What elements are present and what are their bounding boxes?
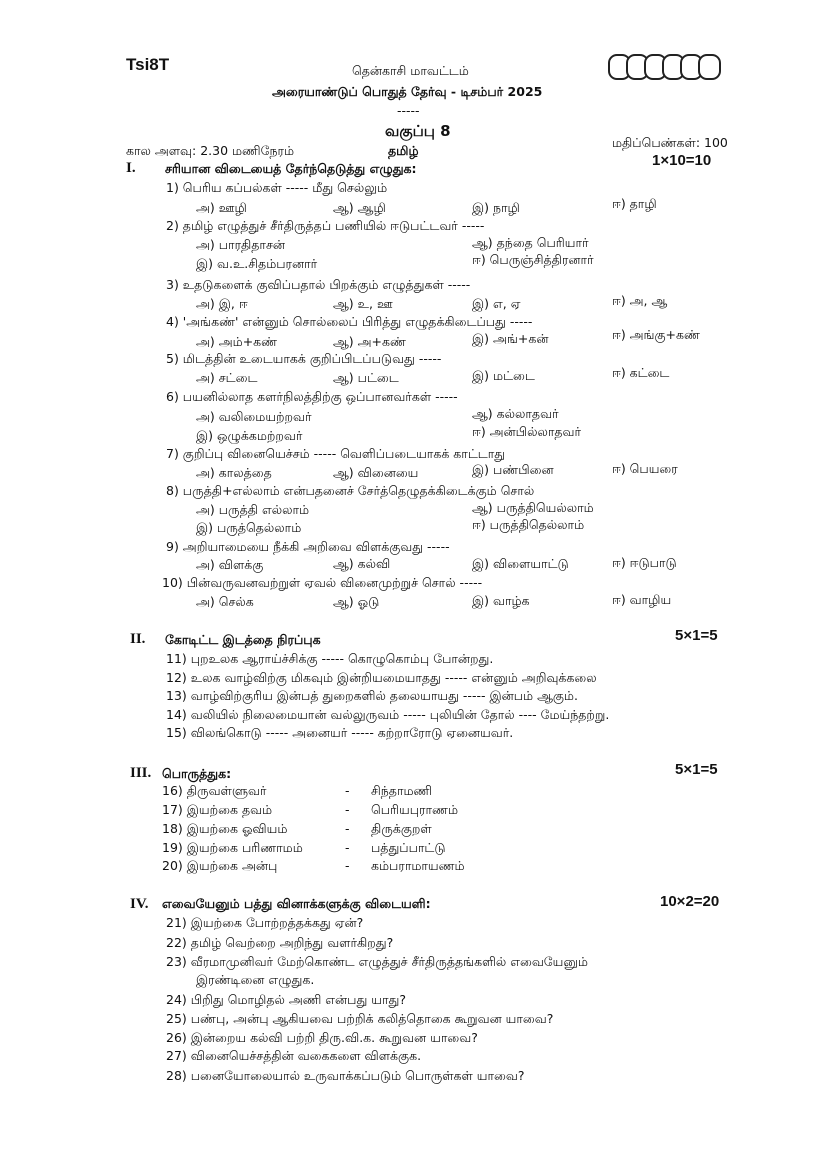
short-question: 26) இன்றைய கல்வி பற்றி திரு.வி.க. கூறுவன யாவை? bbox=[166, 1030, 478, 1045]
section-title: எவையேனும் பத்து வினாக்களுக்கு விடையளி: bbox=[162, 896, 431, 911]
section-title: சரியான விடையைத் தேர்ந்தெடுத்து எழுதுக: bbox=[165, 161, 417, 176]
question-text: 6) பயனில்லாத களர்நிலத்திற்கு ஒப்பானவர்கள் ----- bbox=[166, 389, 458, 404]
option-d: ஈ) பெருஞ்சித்திரனார் bbox=[472, 252, 594, 267]
question-text: 7) குறிப்பு வினையெச்சம் ----- வெளிப்படையாகக் காட்டாது bbox=[166, 446, 506, 461]
option-c: இ) அங்+கன் bbox=[472, 331, 549, 346]
match-right: பெரியபுராணம் bbox=[371, 802, 458, 817]
option-b: ஆ) வினையை bbox=[333, 465, 419, 480]
option-a: அ) பாரதிதாசன் bbox=[196, 237, 285, 252]
short-question-continued: இரண்டினை எழுதுக. bbox=[196, 972, 315, 987]
option-b: ஆ) கல்லாதவர் bbox=[472, 406, 559, 421]
option-a: அ) வலிமையற்றவர் bbox=[196, 409, 312, 424]
subject-title: தமிழ் bbox=[388, 143, 419, 158]
option-d: ஈ) பெயரை bbox=[612, 461, 678, 476]
option-a: அ) இ, ஈ bbox=[196, 296, 248, 311]
option-b: ஆ) தந்தை பெரியார் bbox=[472, 235, 589, 250]
option-a: அ) அம்+கண் bbox=[196, 334, 278, 349]
question-text: 9) அறியாமையை நீக்கி அறிவை விளக்குவது ----- bbox=[166, 539, 450, 554]
option-b: ஆ) பட்டை bbox=[333, 370, 399, 385]
option-d: ஈ) கட்டை bbox=[612, 365, 670, 380]
option-c: இ) பருத்தெல்லாம் bbox=[196, 520, 302, 535]
exam-title: அரையாண்டுப் பொதுத் தேர்வு - டிசம்பர் 2025 bbox=[272, 84, 543, 99]
option-d: ஈ) வாழிய bbox=[612, 592, 672, 607]
option-b: ஆ) ஆழி bbox=[333, 200, 386, 215]
question-text: 5) மிடத்தின் உடையாகக் குறிப்பிடப்படுவது ----- bbox=[166, 351, 442, 366]
option-b: ஆ) பருத்தியெல்லாம் bbox=[472, 500, 594, 515]
question-text: 8) பருத்தி+எல்லாம் என்பதனைச் சேர்த்தெழுதக்கிடைக்கும் சொல் bbox=[166, 483, 535, 498]
short-question: 27) வினையெச்சத்தின் வகைகளை விளக்குக. bbox=[166, 1048, 422, 1063]
fill-blank-question: 15) விலங்கொடு ----- அனையர் ----- கற்றாரோடு ஏனையவர். bbox=[166, 725, 514, 740]
match-left: 19) இயற்கை பரிணாமம் bbox=[162, 840, 303, 855]
short-question: 25) பண்பு, அன்பு ஆகியவை பற்றிக் கலித்தொகை கூறுவன யாவை? bbox=[166, 1011, 554, 1026]
section-marks: 1×10=10 bbox=[652, 152, 712, 169]
fill-blank-question: 13) வாழ்விற்குரிய இன்பத் துறைகளில் தலையாயது ----- இன்பம் ஆகும். bbox=[166, 688, 578, 703]
option-a: அ) பருத்தி எல்லாம் bbox=[196, 502, 310, 517]
section-marks: 5×1=5 bbox=[675, 627, 718, 644]
match-right: திருக்குறள் bbox=[371, 821, 432, 836]
match-right: சிந்தாமணி bbox=[371, 783, 433, 798]
register-box[interactable] bbox=[698, 54, 721, 80]
paper-code: Tsi8T bbox=[126, 55, 170, 74]
match-right: பத்துப்பாட்டு bbox=[371, 840, 446, 855]
match-dash: - bbox=[345, 783, 350, 798]
option-c: இ) வ.உ.சிதம்பரனார் bbox=[196, 256, 318, 271]
option-a: அ) விளக்கு bbox=[196, 557, 264, 572]
option-c: இ) பண்பினை bbox=[472, 462, 554, 477]
match-dash: - bbox=[345, 821, 350, 836]
option-c: இ) வாழ்க bbox=[472, 593, 530, 608]
match-dash: - bbox=[345, 802, 350, 817]
option-d: ஈ) ஈடுபாடு bbox=[612, 555, 677, 570]
fill-blank-question: 14) வலியில் நிலைமையான் வல்லுருவம் ----- புலியின் தோல் ---- மேய்ந்தற்று. bbox=[166, 707, 610, 722]
option-b: ஆ) ஓடு bbox=[333, 594, 380, 609]
option-d: ஈ) அங்கு+கண் bbox=[612, 327, 700, 342]
time-duration: கால அளவு: 2.30 மணிநேரம் bbox=[126, 143, 295, 158]
question-text: 3) உதடுகளைக் குவிப்பதால் பிறக்கும் எழுத்துகள் ----- bbox=[166, 277, 471, 292]
match-dash: - bbox=[345, 840, 350, 855]
section-number: I. bbox=[126, 160, 136, 176]
header-dashes: ----- bbox=[397, 103, 420, 118]
option-c: இ) விளையாட்டு bbox=[472, 556, 569, 571]
short-question: 23) வீரமாமுனிவர் மேற்கொண்ட எழுத்துச் சீர்திருத்தங்களில் எவையேனும் bbox=[166, 954, 588, 969]
option-c: இ) மட்டை bbox=[472, 368, 535, 383]
option-c: இ) நாழி bbox=[472, 200, 520, 215]
question-text: 2) தமிழ் எழுத்துச் சீர்திருத்தப் பணியில் ஈடுபட்டவர் ----- bbox=[166, 218, 485, 233]
section-title: பொருத்துக: bbox=[162, 766, 232, 781]
option-d: ஈ) அ, ஆ bbox=[612, 293, 668, 308]
max-marks: மதிப்பெண்கள்: 100 bbox=[612, 135, 728, 150]
section-number: III. bbox=[130, 765, 152, 781]
question-text: 10) பின்வருவனவற்றுள் ஏவல் வினைமுற்றுச் சொல் ----- bbox=[162, 575, 483, 590]
option-c: இ) எ, ஏ bbox=[472, 296, 521, 311]
fill-blank-question: 11) புறஉலக ஆராய்ச்சிக்கு ----- கொழுகொம்பு போன்றது. bbox=[166, 651, 494, 666]
match-left: 20) இயற்கை அன்பு bbox=[162, 858, 278, 873]
register-number-boxes bbox=[608, 54, 716, 84]
district-title: தென்காசி மாவட்டம் bbox=[352, 63, 469, 78]
option-b: ஆ) உ, ஊ bbox=[333, 296, 393, 311]
option-d: ஈ) தாழி bbox=[612, 196, 657, 211]
question-text: 1) பெரிய கப்பல்கள் ----- மீது செல்லும் bbox=[166, 180, 388, 195]
option-a: அ) செல்க bbox=[196, 594, 254, 609]
section-title: கோடிட்ட இடத்தை நிரப்புக bbox=[165, 632, 321, 647]
match-dash: - bbox=[345, 858, 350, 873]
match-left: 18) இயற்கை ஓவியம் bbox=[162, 821, 288, 836]
option-b: ஆ) அ+கண் bbox=[333, 334, 406, 349]
section-number: II. bbox=[130, 631, 146, 647]
class-title: வகுப்பு 8 bbox=[385, 122, 451, 140]
option-d: ஈ) அன்பில்லாதவர் bbox=[472, 424, 581, 439]
option-d: ஈ) பருத்திதெல்லாம் bbox=[472, 517, 585, 532]
match-left: 16) திருவள்ளுவர் bbox=[162, 783, 267, 798]
option-a: அ) சட்டை bbox=[196, 370, 258, 385]
short-question: 24) பிறிது மொழிதல் அணி என்பது யாது? bbox=[166, 992, 407, 1007]
section-number: IV. bbox=[130, 896, 149, 912]
option-b: ஆ) கல்வி bbox=[333, 556, 391, 571]
short-question: 28) பனையோலையால் உருவாக்கப்படும் பொருள்கள் யாவை? bbox=[166, 1068, 525, 1083]
match-right: கம்பராமாயணம் bbox=[371, 858, 465, 873]
option-a: அ) காலத்தை bbox=[196, 465, 272, 480]
option-a: அ) ஊழி bbox=[196, 200, 247, 215]
section-marks: 5×1=5 bbox=[675, 761, 718, 778]
match-left: 17) இயற்கை தவம் bbox=[162, 802, 273, 817]
fill-blank-question: 12) உலக வாழ்விற்கு மிகவும் இன்றியமையாதது ----- என்னும் அறிவுக்கலை bbox=[166, 670, 597, 685]
question-text: 4) 'அங்கண்' என்னும் சொல்லைப் பிரித்து எழுதக்கிடைப்பது ----- bbox=[166, 314, 533, 329]
short-question: 22) தமிழ் வெற்றை அறிந்து வளர்கிறது? bbox=[166, 935, 394, 950]
section-marks: 10×2=20 bbox=[660, 893, 720, 910]
short-question: 21) இயற்கை போற்றத்தக்கது ஏன்? bbox=[166, 915, 364, 930]
option-c: இ) ஒழுக்கமற்றவர் bbox=[196, 428, 303, 443]
